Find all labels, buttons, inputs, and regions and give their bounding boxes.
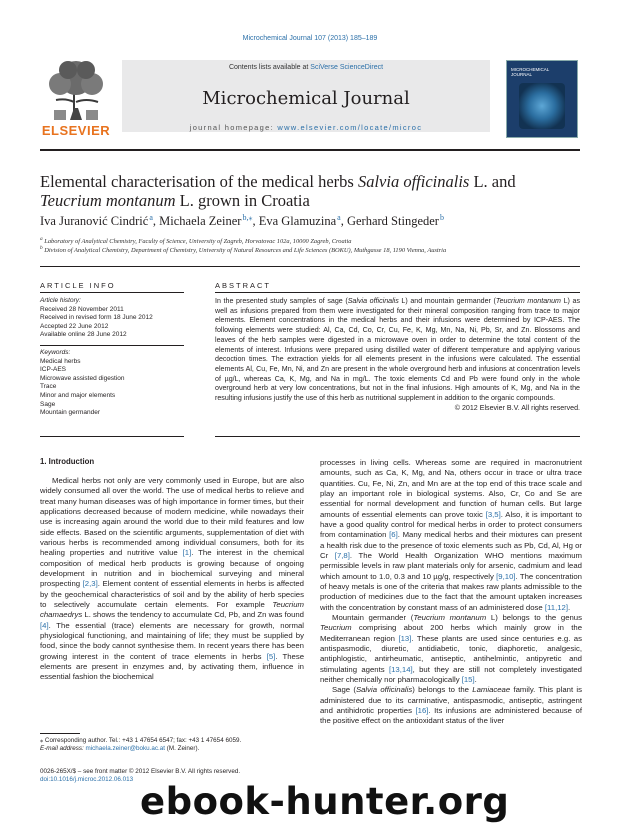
affiliation-mark: a bbox=[40, 236, 43, 242]
elsevier-tree-icon bbox=[40, 58, 112, 122]
text-run: Medical herbs not only are very commonly used in Europe, but are also widely consumed all over the world. The use of medical herbs to relieve and treat many human diseases was of high importance in former times, but their applications decreased because of modern medicine, while nowadays their use is increasing again around the world due to their mild features and low side effects. Based on the scientific arguments, supplementation of diet with various herbs is recommended among individual consumers, both for its healing properties and nutritive value bbox=[40, 476, 304, 558]
text-run: , but they are still not completely investigated neither chemically nor pharmacologically bbox=[320, 664, 582, 684]
text-run: Mountain germander ( bbox=[332, 612, 414, 622]
abstract-heading: ABSTRACT bbox=[215, 281, 272, 290]
text-run: Sage ( bbox=[332, 685, 356, 695]
cover-title: MICROCHEMICAL JOURNAL bbox=[511, 67, 550, 77]
footnote-divider bbox=[40, 733, 80, 734]
citation-link[interactable]: [16] bbox=[415, 705, 429, 715]
affiliation-text: Division of Analytical Chemistry, Department of Chemistry, University of Natural Resources and Life Sciences (BOKU), Muthgasse 18, 1190 Vienna, Austria bbox=[44, 247, 447, 255]
text-run: . Its infusions are administered because of the positive effect on the antioxidant status of the liver bbox=[320, 705, 582, 726]
title-species-1: Salvia officinalis bbox=[357, 172, 470, 191]
italic-term: Salvia officinalis bbox=[355, 685, 413, 695]
text-run: L. shows the tendency to accumulate Cd, Pb, and Zn was found bbox=[82, 610, 304, 620]
keyword: Sage bbox=[40, 400, 56, 408]
cover-art bbox=[519, 83, 565, 129]
text-run: . Many medical herbs and their mixtures can present a health risk due to the presence of toxic elements such as Pb, Cd, Al, Hg or Cr bbox=[320, 530, 582, 560]
text-run: . Also, it is important to have a good quality control for medical herbs in order to protect consumers from contamination bbox=[320, 509, 582, 540]
citation-link[interactable]: [3,5] bbox=[485, 509, 501, 519]
author-name[interactable]: Gerhard Stingeder bbox=[346, 214, 439, 229]
title-species-2: Teucrium montanum bbox=[40, 191, 176, 210]
text-run: ) belongs to the bbox=[412, 685, 473, 695]
article-info-rule bbox=[40, 292, 184, 293]
text-run: L) belongs to the genus bbox=[486, 612, 582, 622]
abstract-species: Teucrium montanum bbox=[495, 297, 561, 305]
homepage-link[interactable]: www.elsevier.com/locate/microc bbox=[277, 123, 423, 132]
keyword: Trace bbox=[40, 383, 57, 391]
abstract-text: In the presented study samples of sage ( bbox=[215, 297, 348, 305]
title-part: L. grown in Croatia bbox=[175, 191, 310, 210]
paragraph bbox=[40, 476, 304, 683]
italic-term: Teucrium bbox=[320, 623, 352, 633]
abstract-copyright: © 2012 Elsevier B.V. All rights reserved. bbox=[454, 403, 580, 412]
body-column-left bbox=[40, 476, 304, 683]
header-divider bbox=[40, 149, 580, 151]
citation-link[interactable]: [9,10] bbox=[496, 571, 516, 581]
body-column-right bbox=[320, 458, 582, 727]
keyword: Microwave assisted digestion bbox=[40, 374, 125, 382]
section-divider bbox=[40, 266, 580, 267]
watermark: ebook-hunter.org bbox=[140, 780, 510, 823]
elsevier-logo bbox=[40, 58, 112, 138]
keywords-label: Keywords: bbox=[40, 349, 71, 356]
text-run: . The essential (trace) elements are necessary for growth, normal physiological functioning, and maintaining of life; they must be supplied by food, since the body cannot synthesise them. In recent years there has been growing interest in the content of trace elements in herbs bbox=[40, 620, 304, 661]
citation-link[interactable]: [13] bbox=[398, 633, 412, 643]
paragraph bbox=[320, 458, 582, 613]
introduction-heading: 1. Introduction bbox=[40, 457, 95, 466]
italic-term: Teucrium montanum bbox=[413, 612, 487, 622]
history-item: Received in revised form 18 June 2012 bbox=[40, 314, 153, 322]
text-run: . The concentration of heavy metals is one of the criteria that makes raw plants admissible to the production of medicines due to the fact that the amount uptaken increases with the concentration by constant mass of an administered dose bbox=[320, 571, 582, 612]
paragraph bbox=[320, 685, 582, 726]
citation-link[interactable]: [13,14] bbox=[388, 664, 413, 674]
italic-term: Teucrium chamaedrys bbox=[40, 599, 304, 620]
author-list: Iva Juranović Cindrić $^a$, Michaela Zeiner $^{b,⁎}$, Eva Glamuzina $^a$, Gerhard Stingeder $^b$ bbox=[40, 213, 445, 229]
footnote-mark: ⁎ bbox=[40, 737, 44, 744]
author-name[interactable]: Michaela Zeiner bbox=[159, 214, 242, 229]
author-affil-mark[interactable]: b bbox=[440, 213, 445, 222]
email-label: E-mail address: bbox=[40, 745, 84, 752]
history-item: Received 28 November 2011 bbox=[40, 305, 124, 313]
text-run: family. This plant is administered due to its carminative, antispasmodic, antiseptic, astringent and antihidrotic properties bbox=[320, 685, 582, 715]
text-run: . Element content of essential elements in herbs is affected by the geochemical characteristics of soil and by the ability of herb species to selectively accumulate certain elements. For example bbox=[40, 579, 304, 609]
author-name[interactable]: Iva Juranović Cindrić bbox=[40, 214, 149, 229]
affiliation-a bbox=[40, 236, 580, 245]
italic-term: Lamiaceae bbox=[472, 685, 511, 695]
citation-link[interactable]: [11,12] bbox=[544, 602, 569, 612]
text-run: . bbox=[474, 674, 477, 684]
sciencedirect-link[interactable]: SciVerse ScienceDirect bbox=[310, 64, 384, 71]
article-title bbox=[40, 172, 580, 210]
text-run: . bbox=[568, 602, 571, 612]
email-link[interactable]: michaela.zeiner@boku.ac.at bbox=[85, 745, 166, 752]
history-label: Article history: bbox=[40, 297, 81, 304]
abstract-rule bbox=[215, 292, 580, 293]
corresponding-author-footnote bbox=[40, 737, 304, 753]
abstract-end-rule bbox=[215, 436, 580, 437]
journal-banner bbox=[122, 60, 490, 132]
text-run: . These plants are used since centuries e.g. as antispasmodic, diuretic, antidiabetic, tonic, diaphoretic, analgesic, antiphlogistic, antirheumatic, antiseptic, antihelmintic, antipyretic and stimulating agents bbox=[320, 633, 582, 674]
citation-link[interactable]: [15] bbox=[461, 674, 475, 684]
text-run: . The interest in the chemical composition of medical herb products is growing because of ongoing development in nutrition and in biochemical surveying and mineral prospecting bbox=[40, 548, 304, 589]
text-run: comprising about 200 herbs which mainly grow in the Mediterranean region bbox=[320, 623, 582, 643]
citation-link[interactable]: [7,8] bbox=[334, 550, 350, 560]
citation-link[interactable]: [6] bbox=[389, 530, 398, 540]
keyword: Mountain germander bbox=[40, 409, 100, 417]
affiliation-mark: b bbox=[40, 245, 43, 251]
journal-title: Microchemical Journal bbox=[202, 88, 410, 109]
keywords bbox=[40, 349, 184, 418]
affiliation-text: Laboratory of Analytical Chemistry, Faculty of Science, University of Zagreb, Horvatovac 102a, 10000 Zagreb, Croatia bbox=[44, 238, 352, 246]
journal-homepage bbox=[122, 123, 490, 132]
journal-header bbox=[40, 58, 580, 138]
abstract-species: Salvia officinalis bbox=[347, 297, 399, 305]
keyword: Medical herbs bbox=[40, 357, 81, 365]
paragraph bbox=[320, 613, 582, 685]
history-item: Accepted 22 June 2012 bbox=[40, 322, 109, 330]
contents-line bbox=[122, 64, 490, 71]
citation-link[interactable]: [1] bbox=[182, 548, 192, 558]
footnote-text: Corresponding author. Tel.: +43 1 47654 6547; fax: +43 1 47654 6059. bbox=[43, 737, 242, 744]
title-part: Elemental characterisation of the medical herbs bbox=[40, 172, 358, 191]
citation-link[interactable]: [4] bbox=[40, 620, 49, 630]
text-run: processes in living cells. Whereas some are required in macronutrient amounts, such as Ca, K, Mg, and Na, others occur in trace or ultra trace quantities. Cu, Fe, Ni, Zn, and Mn are at the top end of this trace scale and play an important role in biological systems. Also, Cr, Co and Se are essential for normal development and function of human cells. But large amounts of essential elements can prove toxic bbox=[320, 458, 582, 519]
journal-cover-thumbnail[interactable] bbox=[506, 60, 578, 138]
abstract-body bbox=[215, 297, 580, 413]
issn-line: 0026-265X/$ – see front matter © 2012 Elsevier B.V. All rights reserved. bbox=[40, 768, 241, 775]
author-name[interactable]: Eva Glamuzina bbox=[258, 214, 337, 229]
contents-prefix: Contents lists available at bbox=[228, 64, 311, 71]
author-affil-mark[interactable]: a bbox=[149, 213, 153, 222]
homepage-label: journal homepage: bbox=[189, 123, 278, 132]
affiliation-b bbox=[40, 245, 580, 254]
abstract-text: L) as well as infusions prepared from them were investigated for their mineral composition ranging from trace to major elements. Element concentrations in the medical herbs and their infusions were determined by ICP-AES. The following elements were studied: Al, Ca, Cd, Co, Cr, Cu, Fe, K, Mg, Mn, Na, Ni, Pb, Sr, and Zn. Blossoms and leaves of the herb samples were digested in a microwave oven in order to determine the total content of the elements of interest. Infusions were prepared using distilled water of different temperature and applying various decoction times. The extraction yields for all elements present in the infusions were calculated. The essential elements Al, Cu, Fe, Mn, Ni, and Zn are present in the whole overground herb and infusions at concentration levels of µg/L, whereas Ca, K, Mg, and Na in mg/L. The toxic elements Cd and Pb were found only in the whole overground herb at very low concentrations, but not in the final infusions. High amounts of K, Mg, and Na in the resulting infusions justify the use of this herb as nutritional supplement in addition to the organic compounds. bbox=[215, 297, 580, 403]
citation-link[interactable]: [5] bbox=[266, 651, 276, 661]
publisher-name: ELSEVIER bbox=[41, 123, 111, 138]
keyword: Minor and major elements bbox=[40, 391, 116, 399]
article-info-heading: ARTICLE INFO bbox=[40, 281, 116, 290]
history-divider bbox=[40, 345, 184, 346]
keyword: ICP-AES bbox=[40, 366, 67, 374]
email-suffix: (M. Zeiner). bbox=[165, 745, 200, 752]
author-affil-mark[interactable]: b,⁎ bbox=[242, 213, 253, 222]
author-affil-mark[interactable]: a bbox=[337, 213, 341, 222]
history-item: Available online 28 June 2012 bbox=[40, 331, 127, 339]
text-run: . The World Health Organization WHO mentions maximum permissible levels in raw plant materials only for arsenic, cadmium and lead which amount to 1.0, 0.3 and 10 µg/g, respectively bbox=[320, 550, 582, 581]
doi-link[interactable]: doi:10.1016/j.microc.2012.06.013 bbox=[40, 776, 134, 783]
article-history bbox=[40, 297, 184, 340]
citation-link[interactable]: [2,3] bbox=[82, 579, 98, 589]
title-part: L. and bbox=[469, 172, 516, 191]
text-run: . These elements are present in enzymes and, by activating them, influence in essential fashion the biochemical bbox=[40, 651, 304, 682]
abstract-text: L) and mountain germander ( bbox=[398, 297, 496, 305]
keywords-divider bbox=[40, 436, 184, 437]
journal-citation[interactable]: Microchemical Journal 107 (2013) 185–189 bbox=[242, 35, 378, 42]
